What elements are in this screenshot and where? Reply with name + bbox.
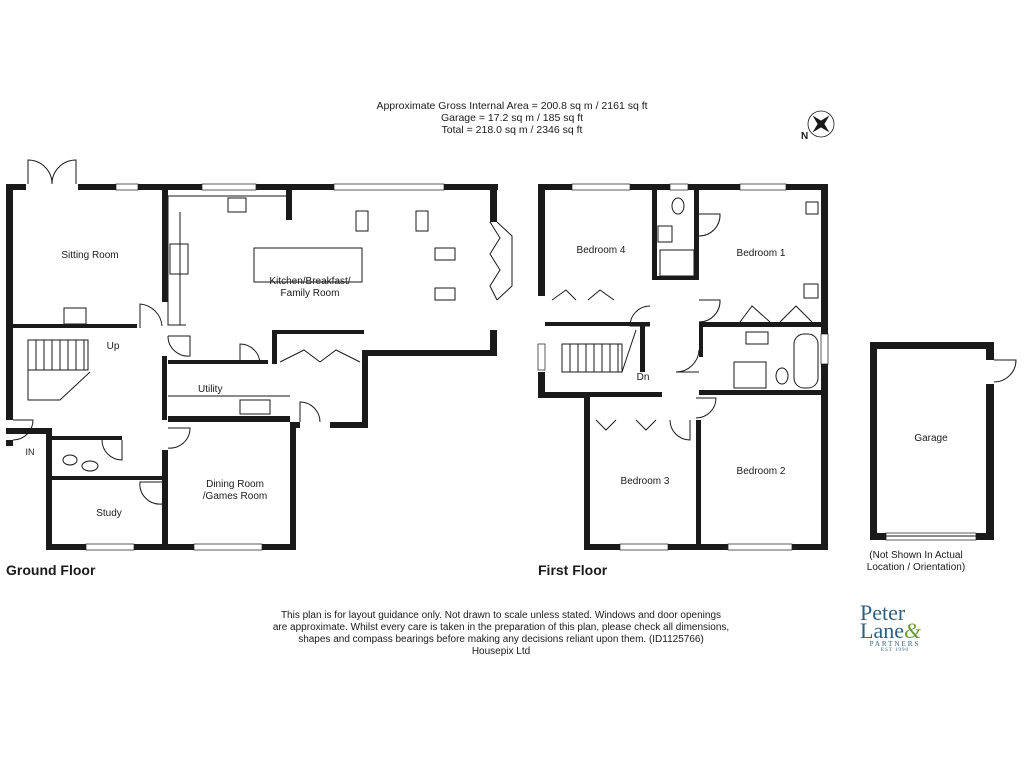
gf-wc-toilet xyxy=(63,455,77,465)
garage-wall-bottom-left xyxy=(870,533,886,540)
ff-window-ensuite xyxy=(821,334,828,364)
gf-study-door xyxy=(140,482,162,504)
logo-est: EST 1990 xyxy=(880,648,910,653)
ff-window-bed1 xyxy=(740,184,786,190)
gf-wall-hall-bottom xyxy=(6,428,52,434)
ff-ensuite-basin xyxy=(746,332,768,344)
gf-stairs xyxy=(28,340,90,400)
area-total: Total = 218.0 sq m / 2346 sq ft xyxy=(441,124,583,136)
garage-wall-top-a xyxy=(870,342,994,349)
gf-window-sitting xyxy=(116,184,138,190)
gf-patio-door-right xyxy=(52,160,76,184)
gf-back-door xyxy=(300,402,320,422)
ff-wall-bed4-bottom xyxy=(545,322,650,326)
logo-ampersand: & xyxy=(903,618,922,643)
gf-sitting-fireplace xyxy=(64,308,86,324)
gf-patio-door-left xyxy=(28,160,52,184)
gf-window-dining xyxy=(194,544,262,550)
ff-window-bed3 xyxy=(620,544,668,550)
room-dining-line1: Dining Room xyxy=(206,479,264,490)
disclaimer-line3: shapes and compass bearings before making any decisions reliant upon them. (ID1125766) xyxy=(298,634,704,645)
ff-wall-right xyxy=(821,184,828,550)
gf-wall-kitchen-stub xyxy=(286,184,292,220)
gf-kitchen-sink xyxy=(228,198,246,212)
ff-bath-door xyxy=(699,214,720,236)
gf-wall-utility-right xyxy=(362,356,368,428)
ff-bed1-cupboard xyxy=(806,202,818,214)
gf-window-kitchen xyxy=(202,184,256,190)
ff-bed1-door xyxy=(699,300,720,322)
area-gross: Approximate Gross Internal Area = 200.8 sq m / 2161 sq ft xyxy=(376,100,648,112)
garage-note-line1: (Not Shown In Actual xyxy=(869,550,963,561)
ff-ensuite-door xyxy=(676,350,699,372)
ff-bed1-cupboard-b xyxy=(804,284,818,298)
gf-wall-right-upper xyxy=(490,184,497,222)
ff-wall-bath-bottom xyxy=(657,276,697,280)
ff-wall-landing-bottom xyxy=(538,392,590,398)
gf-wall-wc-top xyxy=(52,436,122,440)
gf-wall-dining-right xyxy=(290,422,296,550)
garage-wall-bottom-right xyxy=(976,533,994,540)
logo-word-peter: Peter xyxy=(860,600,906,625)
gf-hob xyxy=(170,244,188,274)
ff-wall-bed3-left xyxy=(584,392,590,550)
disclaimer-line1: This plan is for layout guidance only. Not drawn to scale unless stated. Windows and door openings xyxy=(280,610,722,621)
gf-wall-utility-top xyxy=(168,360,268,364)
gf-wall-left-lower xyxy=(6,440,13,446)
gf-window-study xyxy=(86,544,134,550)
ff-wall-bed1-bottom xyxy=(699,322,821,327)
gf-wall-study-top xyxy=(52,476,162,480)
room-bedroom-2: Bedroom 2 xyxy=(736,466,786,477)
ground-floor-title: Ground Floor xyxy=(6,562,96,578)
gf-wall-study-left xyxy=(46,434,52,550)
room-bedroom-1: Bedroom 1 xyxy=(736,248,786,259)
ff-window-landing xyxy=(538,344,545,370)
room-study: Study xyxy=(96,508,122,519)
room-kitchen xyxy=(260,276,360,300)
ff-ensuite-bath xyxy=(794,334,818,388)
gf-utility-sink xyxy=(240,400,270,414)
garage-wall-left xyxy=(870,342,877,540)
gf-bifold-right xyxy=(490,222,512,300)
room-kitchen-line2: Family Room xyxy=(280,288,340,299)
ff-window-bed4 xyxy=(572,184,630,190)
gf-wall-kitchen-bottom xyxy=(362,350,497,356)
gf-skylight-2 xyxy=(416,211,428,231)
gf-wall-sitting-bottom xyxy=(13,324,137,328)
ff-wall-bath-right xyxy=(694,190,699,280)
garage-note-line2: Location / Orientation) xyxy=(866,562,966,573)
garage-wall-right-upper xyxy=(986,342,994,360)
gf-kitchen-door xyxy=(168,336,190,356)
ff-wall-ensuite-bottom xyxy=(699,390,821,395)
room-bedroom-4: Bedroom 4 xyxy=(576,245,626,256)
ff-wall-left-upper xyxy=(538,184,545,296)
area-garage: Garage = 17.2 sq m / 185 sq ft xyxy=(440,112,584,124)
gf-wall-utility-bottom xyxy=(330,422,368,428)
ff-bath-shower xyxy=(660,250,694,276)
garage-side-door xyxy=(994,360,1016,382)
disclaimer-line2: are approximate. Whilst every care is taken in the preparation of this plan, please check all dimensions, xyxy=(272,622,730,633)
ff-bed2-door xyxy=(696,398,716,418)
ff-bed3-wardrobe xyxy=(596,420,656,430)
gf-wall-cupboard-top xyxy=(272,330,364,334)
gf-worktop xyxy=(168,196,286,325)
ff-ensuite-shower xyxy=(734,362,766,388)
garage-note xyxy=(856,550,976,574)
stairs-up-label: Up xyxy=(106,341,120,352)
room-kitchen-line1: Kitchen/Breakfast/ xyxy=(269,276,351,287)
gf-cupboard-doors xyxy=(280,350,360,362)
room-sitting: Sitting Room xyxy=(61,250,119,261)
gf-window-bifold xyxy=(334,184,444,190)
ff-wall-bed3-bed2 xyxy=(696,420,701,550)
ff-ensuite-toilet xyxy=(776,368,788,384)
room-garage: Garage xyxy=(914,433,948,444)
gf-skylight-4 xyxy=(435,288,455,300)
gf-wall-sitting-kitchen xyxy=(162,190,168,302)
disclaimer-line4: Housepix Ltd xyxy=(471,646,531,657)
ff-bed4-wardrobe xyxy=(552,290,614,300)
ff-window-bath xyxy=(670,184,688,190)
ff-wall-bed4-right xyxy=(652,190,657,280)
gf-sitting-door xyxy=(140,304,162,328)
gf-wall-utility-dining xyxy=(168,416,290,422)
room-utility: Utility xyxy=(198,384,223,395)
ff-stairs xyxy=(562,330,636,372)
first-floor-title: First Floor xyxy=(538,562,608,578)
gf-skylight-1 xyxy=(356,211,368,231)
entrance-in-label: IN xyxy=(25,447,35,457)
garage-wall-right-lower xyxy=(986,384,994,540)
ff-window-bed2 xyxy=(728,544,792,550)
gf-wall-cupboard-left xyxy=(272,330,277,364)
ff-wall-bed3-top xyxy=(590,392,662,397)
gf-wall-left-upper xyxy=(6,184,13,420)
logo-line2 xyxy=(860,618,930,643)
gf-skylight-3 xyxy=(435,248,455,260)
logo-partners: PARTNERS xyxy=(869,640,921,648)
stairs-down-label: Dn xyxy=(636,372,650,383)
ff-bed3-door xyxy=(670,420,690,440)
agency-logo xyxy=(860,600,930,653)
ff-bath-basin xyxy=(658,226,672,242)
room-dining-line2: /Games Room xyxy=(202,491,268,502)
disclaimer xyxy=(0,610,1002,658)
room-dining xyxy=(194,479,276,503)
logo-word-lane: Lane xyxy=(860,618,904,643)
gf-wc-door xyxy=(102,440,122,460)
ff-bath-toilet xyxy=(672,198,684,214)
ff-wall-stair-right xyxy=(640,322,645,372)
gf-wall-utility-left xyxy=(162,356,167,420)
gf-wc-basin xyxy=(82,461,98,471)
compass-north-label: N xyxy=(801,131,809,142)
room-bedroom-3: Bedroom 3 xyxy=(620,476,670,487)
ff-wall-ensuite-left xyxy=(699,327,703,357)
gf-wall-study-dining xyxy=(162,450,168,550)
gf-dining-door xyxy=(168,428,190,448)
ff-bed1-wardrobe xyxy=(740,306,812,322)
